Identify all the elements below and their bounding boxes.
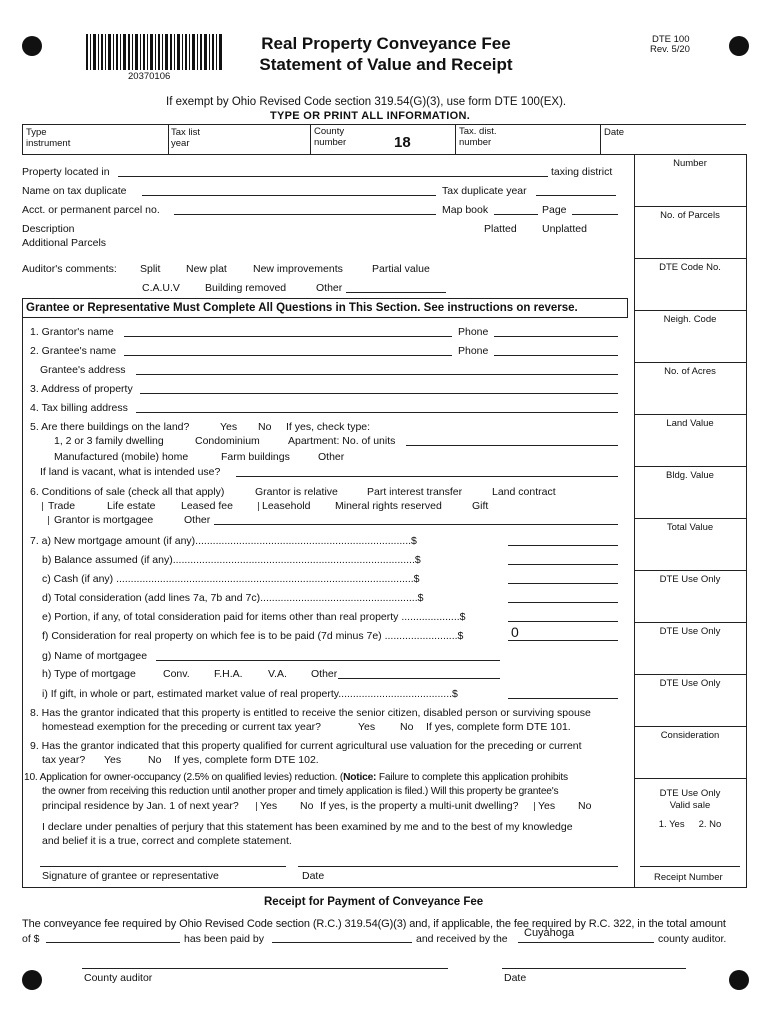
right-box-bldg-value: Bldg. Value [634, 466, 746, 519]
map-book-label: Map book [442, 204, 489, 216]
q7d-field[interactable] [508, 602, 618, 603]
type-instrument-field[interactable]: Type instrument [26, 127, 71, 149]
q3-address-label: 3. Address of property [30, 383, 133, 395]
q6-mineral-rights[interactable]: Mineral rights reserved [335, 500, 442, 512]
tax-dup-year-field[interactable] [536, 195, 616, 196]
acct-field[interactable] [174, 214, 436, 215]
q6-grantor-relative[interactable]: Grantor is relative [255, 486, 338, 498]
county-auditor-label: County auditor [84, 972, 153, 984]
q5-family-dwelling[interactable]: 1, 2 or 3 family dwelling [54, 435, 164, 447]
tax-dup-year-label: Tax duplicate year [442, 185, 527, 197]
declaration-line2: and belief it is a true, correct and complete statement. [42, 835, 292, 847]
q6-leasehold[interactable]: Leasehold [262, 500, 311, 512]
right-box-acres: No. of Acres [634, 362, 746, 415]
map-book-field[interactable] [494, 214, 538, 215]
form-title-line2: Statement of Value and Receipt [259, 55, 513, 74]
q7a-label: 7. a) New mortgage amount (if any)..........................................................................$ [30, 535, 417, 547]
q10-no[interactable]: No [300, 800, 314, 812]
right-box-dte-use-3: DTE Use Only [634, 674, 746, 727]
q6-mortgagee[interactable]: Grantor is mortgagee [54, 514, 154, 526]
q2-grantee-address-field[interactable] [136, 374, 618, 375]
acct-label: Acct. or permanent parcel no. [22, 204, 160, 216]
q6-part-interest[interactable]: Part interest transfer [367, 486, 463, 498]
q7h-va[interactable]: V.A. [268, 668, 287, 680]
receipt-received-label: and received by the [416, 933, 508, 945]
q10-label-line1: 10. Application for owner-occupancy (2.5% on qualified levies) reduction. (Notice: Failure to complete this application prohibits [24, 772, 568, 783]
platted-option[interactable]: Platted [484, 223, 517, 235]
tax-list-year-field[interactable]: Tax list year [171, 127, 201, 149]
q6-leased-fee[interactable]: Leased fee [181, 500, 233, 512]
q7f-value[interactable]: 0 [511, 624, 519, 640]
q10-label-line3: principal residence by Jan. 1 of next year? [42, 800, 239, 812]
right-box-number: Number [634, 154, 746, 207]
q5-units-field[interactable] [406, 445, 618, 446]
county-number-value[interactable]: 18 [394, 134, 411, 151]
receipt-of-label: of $ [22, 933, 40, 945]
registration-mark-bottom-left [22, 970, 42, 990]
right-box-dte-use-2: DTE Use Only [634, 622, 746, 675]
q1-grantor-name-label: 1. Grantor's name [30, 326, 114, 338]
date-field[interactable]: Date [604, 127, 625, 138]
q9-ifyes: If yes, complete form DTE 102. [174, 754, 319, 766]
receipt-paid-by-field[interactable] [272, 942, 412, 943]
county-number-label: County number [314, 126, 347, 148]
q7d-label: d) Total consideration (add lines 7a, 7b and 7c)......................................................$ [42, 592, 424, 604]
q2-grantee-name-field[interactable] [124, 355, 452, 356]
right-box-parcels: No. of Parcels [634, 206, 746, 259]
q5-label: 5. Are there buildings on the land? [30, 421, 190, 433]
q7i-label: i) If gift, in whole or part, estimated market value of real property.......................................$ [42, 688, 458, 700]
q5-vacant-field[interactable] [236, 476, 618, 477]
signature-label: Signature of grantee or representative [42, 870, 219, 882]
right-box-consideration: Consideration [634, 726, 746, 779]
q5-yes[interactable]: Yes [220, 421, 238, 433]
property-located-label: Property located in [22, 166, 110, 178]
q7h-other[interactable]: Other [311, 668, 338, 680]
valid-sale-no[interactable]: 2. No [698, 819, 722, 830]
auditor-comments-label: Auditor's comments: [22, 263, 117, 275]
q5-other[interactable]: Other [318, 451, 345, 463]
description-label: Description [22, 223, 75, 235]
q5-mobile-home[interactable]: Manufactured (mobile) home [54, 451, 189, 463]
q6-label: 6. Conditions of sale (check all that apply) [30, 486, 225, 498]
q2-grantee-address-label: Grantee's address [40, 364, 126, 376]
county-auditor-signature-field[interactable] [82, 968, 448, 969]
q10-multi-yes[interactable]: Yes [538, 800, 556, 812]
q1-grantor-name-field[interactable] [124, 336, 452, 337]
q7f-label: f) Consideration for real property on which fee is to be paid (7d minus 7e) .........................$ [42, 630, 464, 642]
barcode-number: 20370106 [128, 71, 171, 82]
page-field[interactable] [572, 214, 618, 215]
receipt-county-auditor-label: county auditor. [658, 933, 727, 945]
q8-label-line2: homestead exemption for the preceding or current tax year? [42, 721, 321, 733]
registration-mark-top-right [729, 36, 749, 56]
q5-apartment[interactable]: Apartment: No. of units [288, 435, 396, 447]
q9-no[interactable]: No [148, 754, 162, 766]
q7g-label: g) Name of mortgagee [42, 650, 148, 662]
q9-yes[interactable]: Yes [104, 754, 122, 766]
additional-parcels-label: Additional Parcels [22, 237, 107, 249]
q3-address-field[interactable] [140, 393, 618, 394]
auditor-split[interactable]: Split [140, 263, 161, 275]
q7a-field[interactable] [508, 545, 618, 546]
auditor-partial-value[interactable]: Partial value [372, 263, 430, 275]
q5-no[interactable]: No [258, 421, 272, 433]
form-id: DTE 100 [652, 34, 690, 45]
registration-mark-bottom-right [729, 970, 749, 990]
exempt-note: If exempt by Ohio Revised Code section 319.54(G)(3), use form DTE 100(EX). [166, 96, 567, 108]
receipt-date-label: Date [504, 972, 527, 984]
q8-ifyes: If yes, complete form DTE 101. [426, 721, 571, 733]
auditor-building-removed[interactable]: Building removed [205, 282, 287, 294]
right-box-total-value: Total Value [634, 518, 746, 571]
q1-phone-field[interactable] [494, 336, 618, 337]
q7h-conv[interactable]: Conv. [163, 668, 190, 680]
name-on-dup-field[interactable] [142, 195, 436, 196]
q7e-label: e) Portion, if any, of total consideration paid for items other than real property ....................$ [42, 611, 466, 623]
receipt-county-name[interactable]: Cuyahoga [524, 927, 575, 939]
q7b-label: b) Balance assumed (if any)...................................................................................$ [42, 554, 421, 566]
q9-label-line1: 9. Has the grantor indicated that this property qualified for current agricultural use valuation for the preceding or current [30, 740, 582, 752]
unplatted-option[interactable]: Unplatted [542, 223, 587, 235]
taxing-district-label: taxing district [551, 166, 613, 178]
section-banner: Grantee or Representative Must Complete All Questions in This Section. See instructions on reverse. [26, 302, 578, 314]
q5-condominium[interactable]: Condominium [195, 435, 260, 447]
receipt-county-field[interactable] [518, 942, 654, 943]
q8-label-line1: 8. Has the grantor indicated that this property is entitled to receive the senior citizen, disabled person or surviving spouse [30, 707, 591, 719]
registration-mark-top-left [22, 36, 42, 56]
q8-no[interactable]: No [400, 721, 414, 733]
signature-field[interactable] [40, 866, 286, 867]
q4-billing-field[interactable] [136, 412, 618, 413]
q5-farm-buildings[interactable]: Farm buildings [221, 451, 290, 463]
q1-phone-label: Phone [458, 326, 489, 338]
q2-phone-field[interactable] [494, 355, 618, 356]
q2-grantee-name-label: 2. Grantee's name [30, 345, 117, 357]
q2-phone-label: Phone [458, 345, 489, 357]
right-box-dte-code: DTE Code No. [634, 258, 746, 311]
q10-label-line2: the owner from receiving this reduction until another proper and timely application is filed.) Will this property be grantee's [42, 786, 559, 797]
right-box-neigh-code: Neigh. Code [634, 310, 746, 363]
q6-land-contract[interactable]: Land contract [492, 486, 556, 498]
q7c-label: c) Cash (if any) ......................................................................................................$ [42, 573, 420, 585]
receipt-date-field[interactable] [502, 968, 686, 969]
auditor-other[interactable]: Other [316, 282, 343, 294]
right-box-valid-sale: DTE Use Only Valid sale 1. Yes 2. No [658, 788, 722, 830]
q7i-field[interactable] [508, 698, 618, 699]
receipt-title: Receipt for Payment of Conveyance Fee [264, 896, 484, 908]
signature-date-field[interactable] [298, 866, 618, 867]
page-label: Page [542, 204, 567, 216]
type-print-note: TYPE OR PRINT ALL INFORMATION. [270, 110, 471, 122]
q10-ifyes: If yes, is the property a multi-unit dwelling? [320, 800, 519, 812]
declaration-line1: I declare under penalties of perjury that this statement has been examined by me and to the best of my knowledge [42, 821, 573, 833]
form-title-line1: Real Property Conveyance Fee [261, 34, 511, 53]
q9-label-line2: tax year? [42, 754, 86, 766]
right-box-dte-use-1: DTE Use Only [634, 570, 746, 623]
name-on-dup-label: Name on tax duplicate [22, 185, 127, 197]
q7c-field[interactable] [508, 583, 618, 584]
q6-other[interactable]: Other [184, 514, 211, 526]
q7g-field[interactable] [156, 660, 500, 661]
q10-multi-no[interactable]: No [578, 800, 592, 812]
q5-ifyes: If yes, check type: [286, 421, 371, 433]
q8-yes[interactable]: Yes [358, 721, 376, 733]
right-box-land-value: Land Value [634, 414, 746, 467]
receipt-amount-field[interactable] [46, 942, 180, 943]
q10-yes[interactable]: Yes [260, 800, 278, 812]
receipt-paid-by-label: has been paid by [184, 933, 264, 945]
q7h-other-field[interactable] [338, 678, 500, 679]
receipt-number-label: Receipt Number [654, 872, 723, 883]
tax-district-number-field[interactable]: Tax. dist. number [459, 126, 497, 148]
q6-gift[interactable]: Gift [472, 500, 489, 512]
q7h-fha[interactable]: F.H.A. [214, 668, 243, 680]
q7h-label: h) Type of mortgage [42, 668, 136, 680]
q6-life-estate[interactable]: Life estate [107, 500, 156, 512]
auditor-new-improvements[interactable]: New improvements [253, 263, 343, 275]
q6-other-field[interactable] [214, 524, 618, 525]
q5-vacant-label: If land is vacant, what is intended use? [40, 466, 221, 478]
q7b-field[interactable] [508, 564, 618, 565]
q7e-field[interactable] [508, 621, 618, 622]
property-located-field[interactable] [118, 176, 548, 177]
q4-billing-label: 4. Tax billing address [30, 402, 128, 414]
receipt-line1: The conveyance fee required by Ohio Revised Code section (R.C.) 319.54(G)(3) and, if applicable, the fee required by R.C. 322, in the total amount [22, 918, 726, 930]
barcode [86, 34, 222, 70]
q6-trade[interactable]: Trade [48, 500, 76, 512]
auditor-cauv[interactable]: C.A.U.V [142, 282, 180, 294]
signature-date-label: Date [302, 870, 325, 882]
valid-sale-yes[interactable]: 1. Yes [658, 819, 685, 830]
form-revision: Rev. 5/20 [650, 44, 690, 55]
auditor-new-plat[interactable]: New plat [186, 263, 227, 275]
